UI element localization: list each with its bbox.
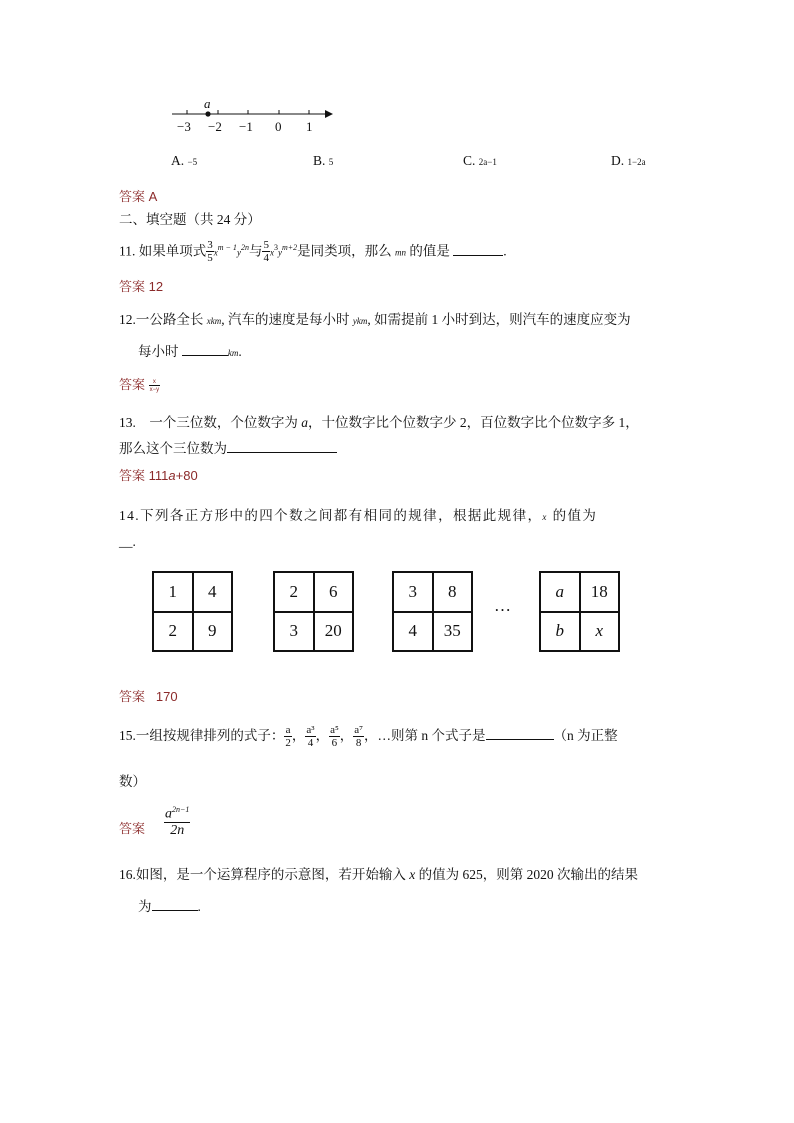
square-cell: a (540, 572, 580, 612)
q13-answer: 答案 111a+80 (119, 468, 198, 483)
q11-frac-1: $\frac{3}{5}$ (207, 239, 213, 265)
square-cell: 2 (153, 612, 193, 652)
q15-line2: 数） (119, 774, 146, 789)
q12-blank (182, 343, 228, 356)
square-cell: 9 (193, 612, 233, 652)
q11-frac-2: $\frac{5}{4}$ (263, 239, 269, 265)
square-1 (152, 571, 233, 652)
square-cell: x (580, 612, 620, 652)
square-2 (273, 571, 354, 652)
point-a-label: a (204, 96, 211, 111)
square-cell: 35 (433, 612, 473, 652)
tick-label: 0 (275, 119, 282, 134)
q14-line1: 14.下列各正方形中的四个数之间都有相同的规律，根据此规律，x 的值为 (119, 508, 598, 523)
square-cell: 6 (314, 572, 354, 612)
q13-blank (227, 440, 337, 453)
q12-line2: 每小时 km. (138, 344, 242, 359)
tick-label: −1 (239, 119, 253, 134)
square-3 (392, 571, 473, 652)
option-b: B. 5 (313, 153, 334, 168)
q15-answer: 答案 (119, 821, 146, 836)
square-cell: 18 (580, 572, 620, 612)
number-line (170, 98, 340, 138)
square-cell: b (540, 612, 580, 652)
square-cell: 20 (314, 612, 354, 652)
square-cell: 2 (274, 572, 314, 612)
q15-term: $\frac{\text{a⁷}}{8}$ (354, 723, 363, 749)
option-a: A. −5 (171, 153, 198, 168)
square-cell: 8 (433, 572, 473, 612)
option-d: D. 1−2a (611, 153, 646, 168)
q16-blank (152, 898, 198, 911)
q13-line1: 13. 一个三位数，个位数字为 a，十位数字比个位数字少 2，百位数字比个位数字多 1， (119, 415, 639, 430)
q11-text: 11. 如果单项式 $\frac{3}{5}$ $x^{m - 1}y^{2n}$与 $\frac{5}{4}$ $x^3y^{m+2}$是同类项，那么 mn 的值是 . (119, 239, 507, 265)
point-a (205, 111, 210, 116)
q14-answer: 答案 170 (119, 689, 178, 704)
square-cell: 1 (153, 572, 193, 612)
q11-answer: 答案 12 (119, 279, 164, 294)
q15-blank (486, 727, 554, 740)
tick-label: 1 (306, 119, 313, 134)
q15-term: $\frac{\text{a⁵}}{6}$ (330, 723, 339, 749)
square-cell: 3 (393, 572, 433, 612)
q10-answer: 答案 A (119, 189, 158, 204)
section-title: 二、填空题（共 24 分） (119, 212, 261, 227)
square-cell: 4 (193, 572, 233, 612)
tick-label: −3 (177, 119, 191, 134)
q14-line2: __. (119, 534, 136, 549)
option-c: C. 2a−1 (463, 153, 497, 168)
square-cell: 4 (393, 612, 433, 652)
square-4 (539, 571, 620, 652)
q13-line2: 那么这个三位数为 (119, 437, 337, 457)
q16-line1: 16.如图，是一个运算程序的示意图，若开始输入 x 的值为 625，则第 2020 次输出的结果 (119, 867, 638, 882)
q12-line1: 12.一公路全长 xkm, 汽车的速度是每小时 ykm, 如需提前 1 小时到达，则汽车的速度应变为 (119, 312, 631, 327)
ellipsis: … (494, 596, 511, 615)
q15-term: $\frac{\text{a³}}{4}$ (306, 723, 315, 749)
q15-answer-expr: $\frac{a^{2n-1}}{2n}$ (165, 805, 190, 838)
q12-answer: 答案 $\frac{x}{x-y}$ (119, 377, 160, 393)
tick-label: −2 (208, 119, 222, 134)
q11-blank (453, 243, 503, 256)
square-cell: 3 (274, 612, 314, 652)
q15-term: $\frac{a}{2}$ (285, 723, 291, 749)
q16-line2: 为 . (138, 899, 201, 914)
q15-line1: 15.一组按规律排列的式子： $\frac{a}{2}$ ， $\frac{\text{a³}}{4}$ ， $\frac{\text{a⁵}}{6}$ ， $\frac{\text{a⁷}}{8}$ ，…则第 n 个式子是 （n 为正整 (119, 723, 618, 749)
